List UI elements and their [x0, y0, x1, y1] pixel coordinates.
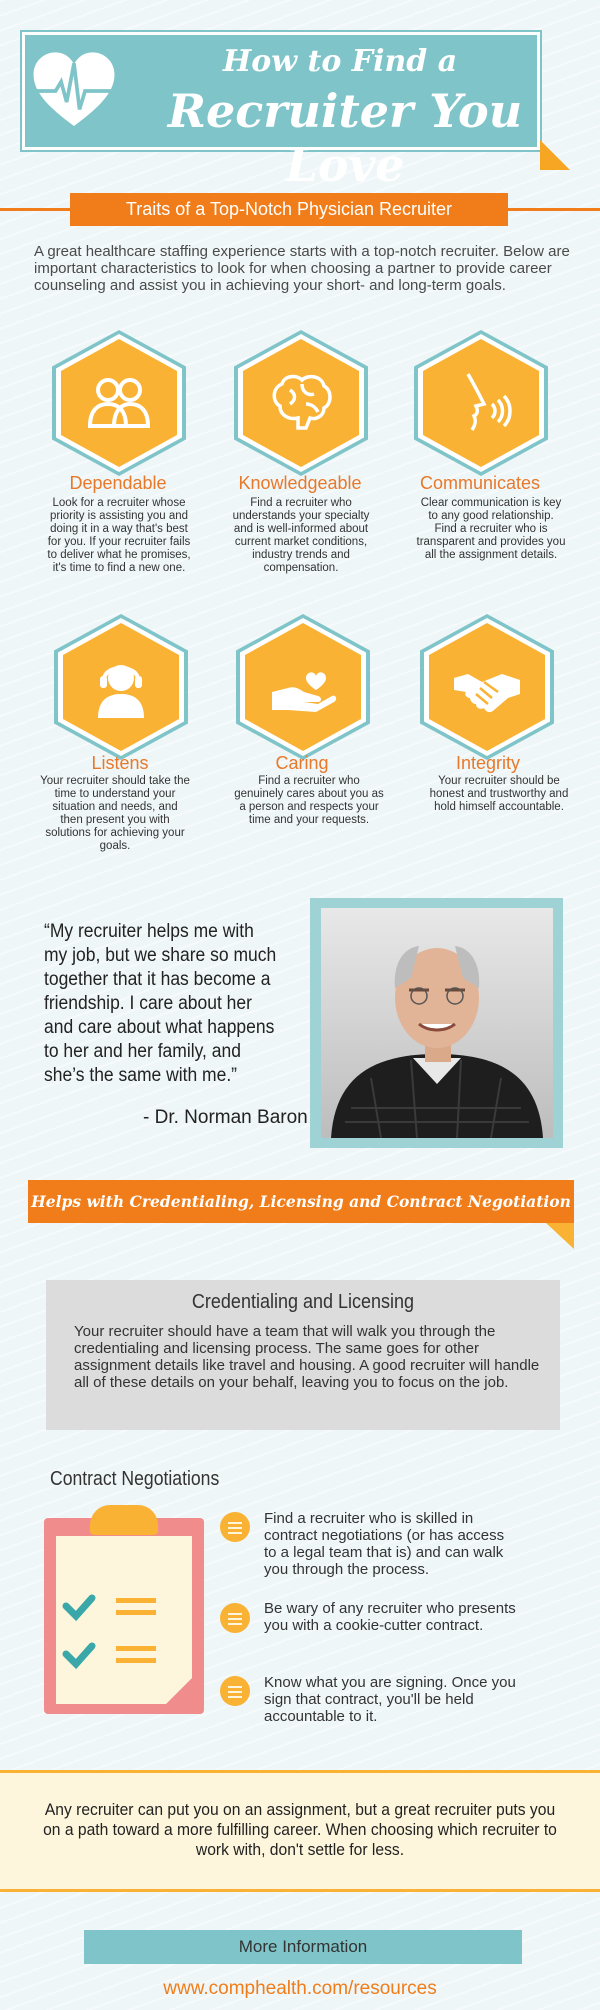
closing-text: Any recruiter can put you on an assignment, but a great recruiter puts you on a path toward a more fulfilling career. When choosing which recruiter to work with, don't settle for less. [43, 1800, 557, 1859]
credentialing-section-banner: Helps with Credentialing, Licensing and Contract Negotiation [28, 1180, 574, 1223]
trait-hexagon-communicates [414, 330, 548, 476]
trait-title-caring: Caring [275, 753, 329, 773]
contract-title: Contract Negotiations [50, 1468, 220, 1490]
heart-heartbeat-icon [28, 45, 120, 137]
credentialing-title: Credentialing and Licensing [191, 1291, 415, 1313]
handshake-icon [452, 652, 522, 722]
person-portrait [321, 908, 553, 1138]
contract-item-2: Be wary of any recruiter who presents you with a cookie-cutter contract. [264, 1600, 516, 1634]
title-line2: Recruiter You Love [167, 84, 523, 192]
testimonial-quote: “My recruiter helps me with my job, but we share so much together that it has become a friendship. I care about her and care about what happens to her and her family, and she’s the same with me.” [44, 921, 277, 1086]
contract-item-1: Find a recruiter who is skilled in contract negotiations (or has access to a legal team that is) and can walk you through the process. [264, 1510, 505, 1578]
trait-title-knowledgeable: Knowledgeable [238, 473, 362, 493]
testimonial-photo [321, 908, 553, 1138]
clipboard-clip [90, 1505, 158, 1535]
trait-desc-dependable: Look for a recruiter whose priority is assisting you and doing it in a way that's best for you. If your recruiter fails to deliver what he promises, it's time to find a new one. [47, 497, 191, 574]
resources-link[interactable]: www.comphealth.com/resources [163, 1978, 437, 1999]
trait-title-communicates: Communicates [419, 473, 541, 493]
testimonial-author: - Dr. Norman Baron [143, 1107, 308, 1128]
trait-title-integrity: Integrity [455, 753, 521, 773]
list-bullet-icon [220, 1676, 250, 1706]
title-line1: How to Find a [222, 44, 458, 79]
more-information-button[interactable]: More Information [84, 1930, 522, 1964]
clipboard-paper [56, 1536, 192, 1704]
trait-desc-listens: Your recruiter should take the time to understand your situation and needs, and then present you with solutions for achieving your goals. [40, 775, 190, 852]
trait-desc-knowledgeable: Find a recruiter who understands your specialty and is well-informed about current market conditions, industry trends and compensation. [232, 497, 370, 574]
speaking-face-icon [446, 368, 516, 438]
credentialing-text: Your recruiter should have a team that will walk you through the credentialing and licensing process. The same goes for other assignment details like travel and housing. A good recruiter will handle all of these details on your behalf, leaving you to focus on the job. [74, 1323, 540, 1391]
traits-section-title: Traits of a Top-Notch Physician Recruiter [70, 193, 508, 226]
people-icon [84, 368, 154, 438]
contract-item-3: Know what you are signing. Once you sign that contract, you'll be held accountable to it. [264, 1674, 516, 1725]
trait-hexagon-dependable [52, 330, 186, 476]
checklist-icon [56, 1536, 192, 1704]
traits-intro: A great healthcare staffing experience starts with a top-notch recruiter. Below are important characteristics to look for when choosing a partner to provide career counseling and assist you in achieving your short- and long-term goals. [34, 243, 570, 294]
banner-fold-accent [546, 1223, 574, 1249]
trait-hexagon-integrity [420, 614, 554, 760]
list-bullet-icon [220, 1512, 250, 1542]
trait-hexagon-caring [236, 614, 370, 760]
headset-person-icon [86, 652, 156, 722]
trait-hexagon-knowledgeable [234, 330, 368, 476]
trait-title-dependable: Dependable [69, 473, 167, 493]
trait-desc-integrity: Your recruiter should be honest and trustworthy and hold himself accountable. [429, 775, 569, 813]
trait-title-listens: Listens [91, 753, 149, 773]
trait-desc-caring: Find a recruiter who genuinely cares about you as a person and respects your time and your requests. [234, 775, 384, 826]
trait-desc-communicates: Clear communication is key to any good relationship. Find a recruiter who is transparent and provides you all the assignment details. [416, 497, 566, 561]
trait-hexagon-listens [54, 614, 188, 760]
brain-icon [266, 368, 336, 438]
list-bullet-icon [220, 1603, 250, 1633]
hand-heart-icon [268, 652, 338, 722]
